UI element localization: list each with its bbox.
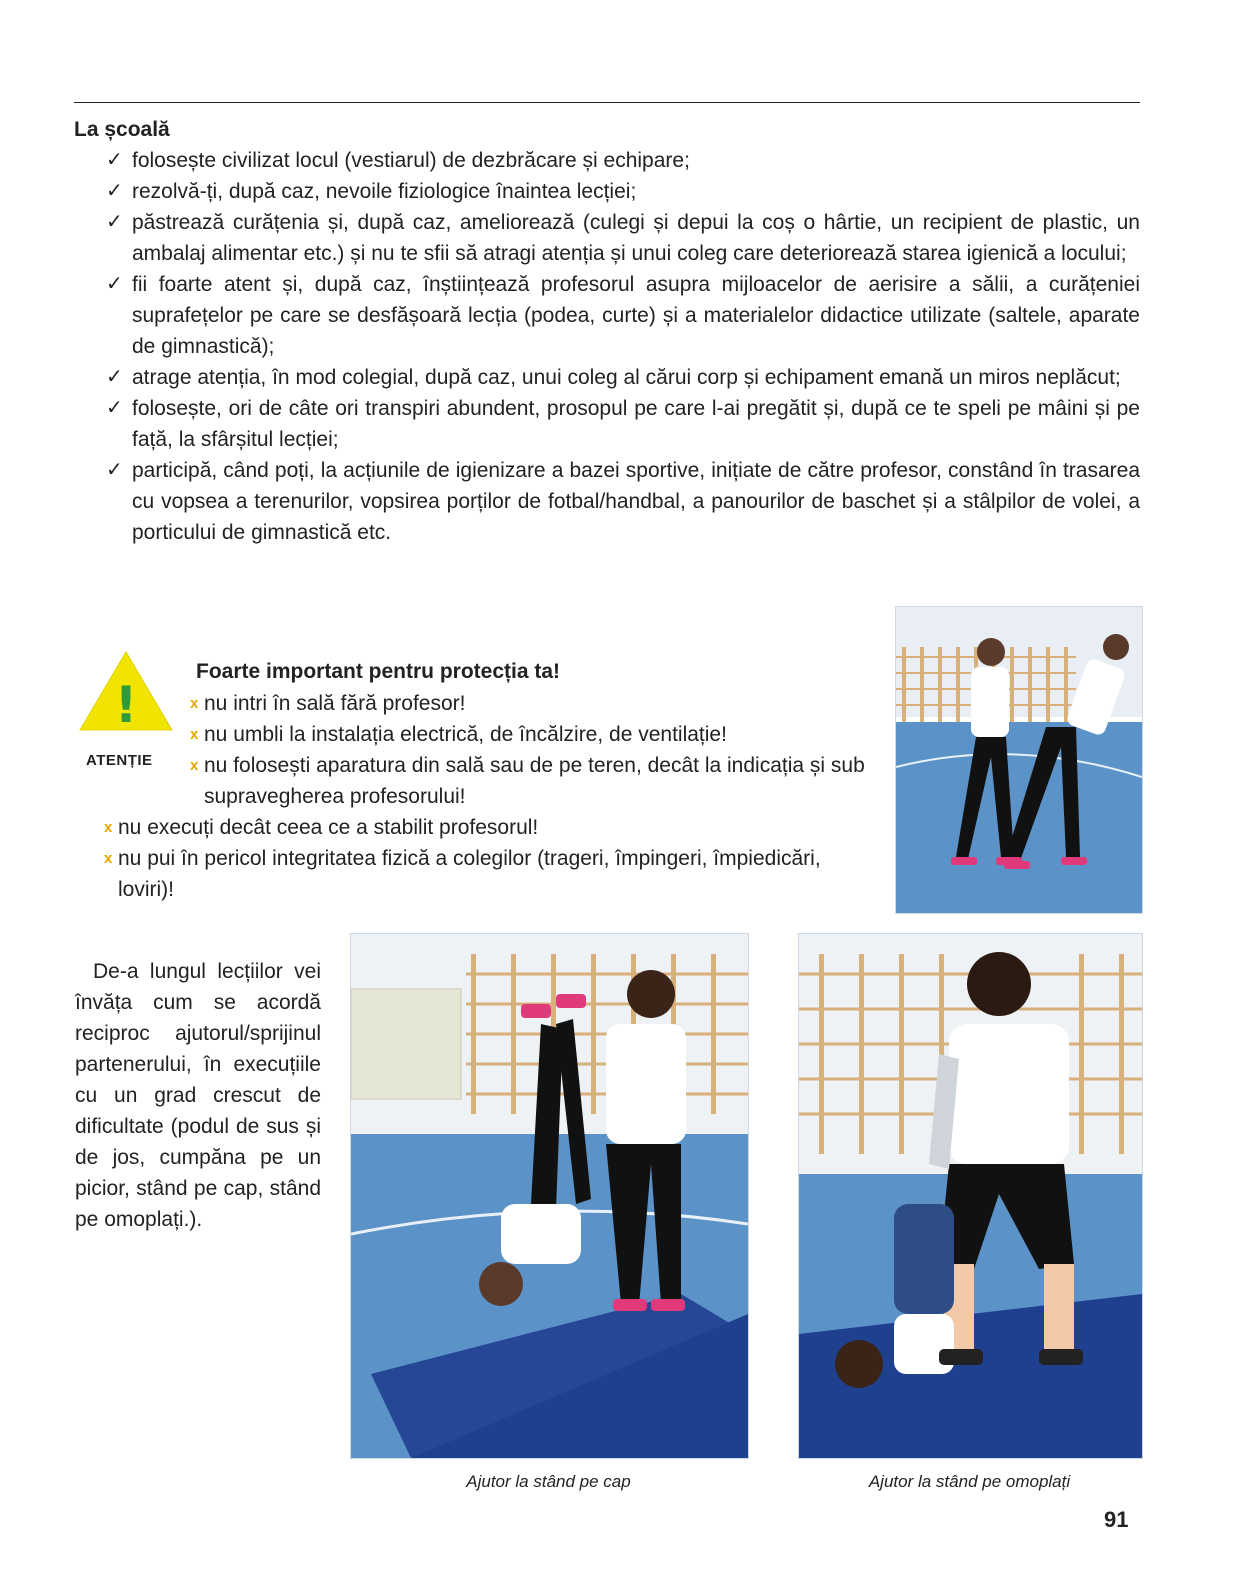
list-item: ✓ rezolvă-ți, după caz, nevoile fiziologice înaintea lecției;: [74, 176, 1140, 207]
checkmark-icon: ✓: [106, 366, 123, 388]
warning-label: ATENȚIE: [86, 752, 153, 769]
photo-headstand-assist: [350, 933, 749, 1459]
x-bullet-icon: x: [104, 819, 113, 836]
checkmark-icon: ✓: [106, 180, 123, 202]
list-item: ✓ folosește civilizat locul (vestiarul) de dezbrăcare și echipare;: [74, 145, 1140, 176]
warning-list: [104, 812, 874, 905]
list-item: ✓ participă, când poți, la acțiunile de igienizare a bazei sportive, inițiate de către profesor, constând în trasarea cu vopsea a terenurilor, vopsirea porților de fotbal/handbal, a panourilor de baschet și a stâlpilor de volei, a porticului de gimnastică etc.: [74, 455, 1140, 548]
list-item: ✓ folosește, ori de câte ori transpiri abundent, prosopul pe care l-ai pregătit și, după ce te speli pe mâini și pe față, la sfârșitul lecției;: [74, 393, 1140, 455]
hygiene-checklist: [74, 145, 1140, 548]
checkmark-icon: ✓: [106, 459, 123, 481]
checkmark-icon: ✓: [106, 273, 123, 295]
page-number: 91: [1104, 1507, 1129, 1532]
checkmark-icon: ✓: [106, 149, 123, 171]
photo-caption: Ajutor la stând pe omoplați: [868, 1472, 1071, 1491]
warning-list-indented: [190, 688, 880, 812]
list-item: x nu pui în pericol integritatea fizică a colegilor (trageri, împingeri, împiedicări, loviri)!: [104, 843, 874, 905]
warning-title: Foarte important pentru protecția ta!: [196, 660, 561, 683]
checkmark-icon: ✓: [106, 397, 123, 419]
photo-stretching-girls: [895, 606, 1143, 914]
list-item: ✓ păstrează curățenia și, după caz, ameliorează (culegi și depui la coș o hârtie, un recipient de plastic, un ambalaj alimentar etc.) și nu te sfii să atragi atenția și unui coleg care deteriorează starea igienică a locului;: [74, 207, 1140, 269]
list-item: x nu umbli la instalația electrică, de încălzire, de ventilație!: [190, 719, 880, 750]
warning-triangle-icon: [78, 650, 174, 732]
checkmark-icon: ✓: [106, 211, 123, 233]
x-bullet-icon: x: [190, 726, 199, 743]
photo-shoulderstand-assist: [798, 933, 1143, 1459]
x-bullet-icon: x: [190, 757, 199, 774]
list-item: ✓ atrage atenția, în mod colegial, după caz, unui coleg al cărui corp și echipament emană un miros neplăcut;: [74, 362, 1140, 393]
side-paragraph: De-a lungul lecțiilor vei învăța cum se acordă reciproc ajutorul/sprijinul partenerului, în execuțiile cu un grad crescut de dificultate (podul de sus și de jos, cumpăna pe un picior, stând pe cap, stând pe omoplați.).: [75, 960, 321, 1231]
section-title: La școală: [74, 118, 170, 141]
list-item: x nu execuți decât ceea ce a stabilit profesorul!: [104, 812, 874, 843]
list-item: x nu intri în sală fără profesor!: [190, 688, 880, 719]
list-item: ✓ fii foarte atent și, după caz, înștiințează profesorul asupra mijloacelor de aerisire a sălii, a curățeniei suprafețelor pe care se desfășoară lecția (podea, curte) și a materialelor didactice utilizate (saltele, aparate de gimnastică);: [74, 269, 1140, 362]
x-bullet-icon: x: [190, 695, 199, 712]
list-item: x nu folosești aparatura din sală sau de pe teren, decât la indicația și sub supravegherea profesorului!: [190, 750, 880, 812]
exclamation-mark: !: [114, 676, 138, 732]
photo-caption: Ajutor la stând pe cap: [466, 1472, 631, 1491]
x-bullet-icon: x: [104, 850, 113, 867]
top-rule: [74, 102, 1140, 103]
